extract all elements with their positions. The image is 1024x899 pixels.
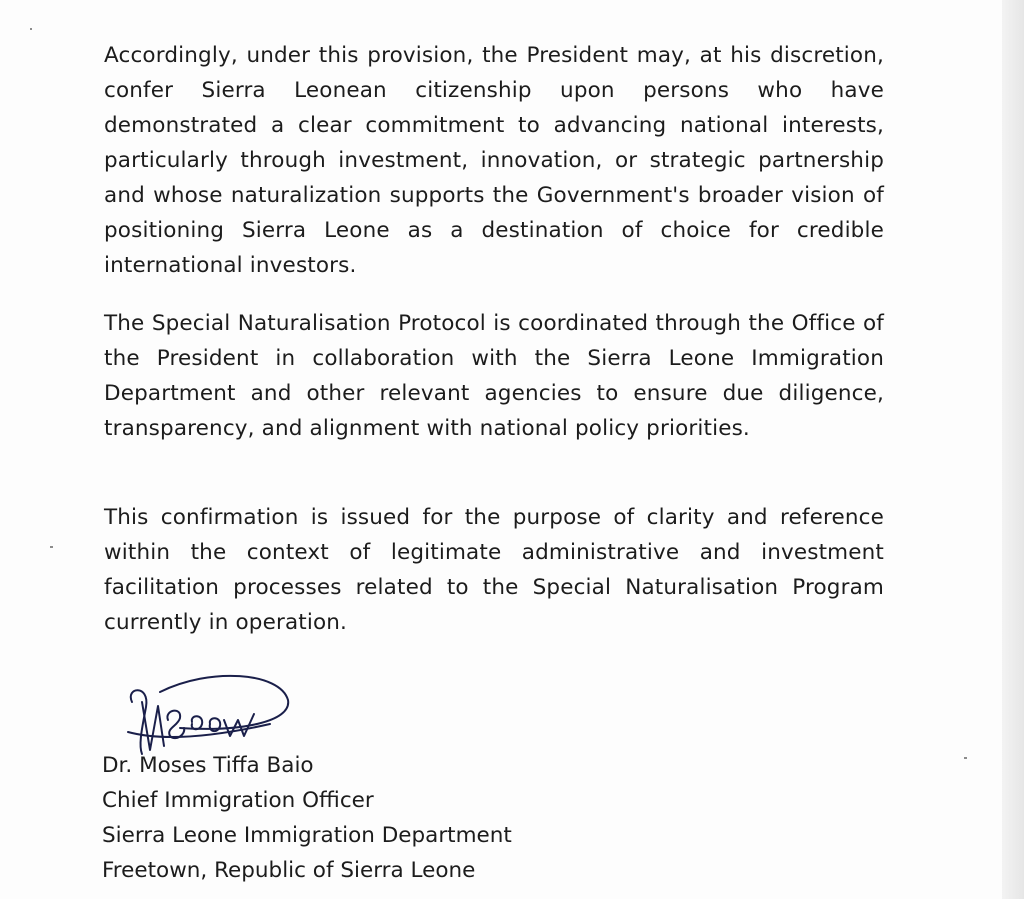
- paragraph-naturalisation-protocol: The Special Naturalisation Protocol is coordinated through the Office of the President in collaboration with the Sierra Leone Immigration Department and other relevant agencies to ensure due diligence, transparency, and alignment with national policy priorities.: [104, 311, 884, 441]
- signatory-department: Sierra Leone Immigration Department: [102, 823, 512, 848]
- scan-speck: [50, 546, 53, 548]
- signatory-title: Chief Immigration Officer: [102, 788, 374, 813]
- paragraph-confirmation-purpose: This confirmation is issued for the purpose of clarity and reference within the context of legitimate administrative and investment facilitation processes related to the Special Naturalisation Program currently in operation.: [104, 505, 884, 635]
- signatory-location: Freetown, Republic of Sierra Leone: [102, 858, 476, 883]
- page-edge-shadow: [1002, 0, 1024, 899]
- scan-speck: [30, 28, 32, 30]
- paragraph-citizenship-provision: Accordingly, under this provision, the President may, at his discretion, confer Sierra Leonean citizenship upon persons who have demonstrated a clear commitment to advancing national interests, particularly through investment, innovation, or strategic partnership and whose naturalization supports the Government's broader vision of positioning Sierra Leone as a destination of choice for credible international investors.: [104, 43, 884, 278]
- signatory-name: Dr. Moses Tiffa Baio: [102, 753, 314, 778]
- handwritten-signature: [120, 662, 300, 762]
- scan-speck: [964, 757, 967, 759]
